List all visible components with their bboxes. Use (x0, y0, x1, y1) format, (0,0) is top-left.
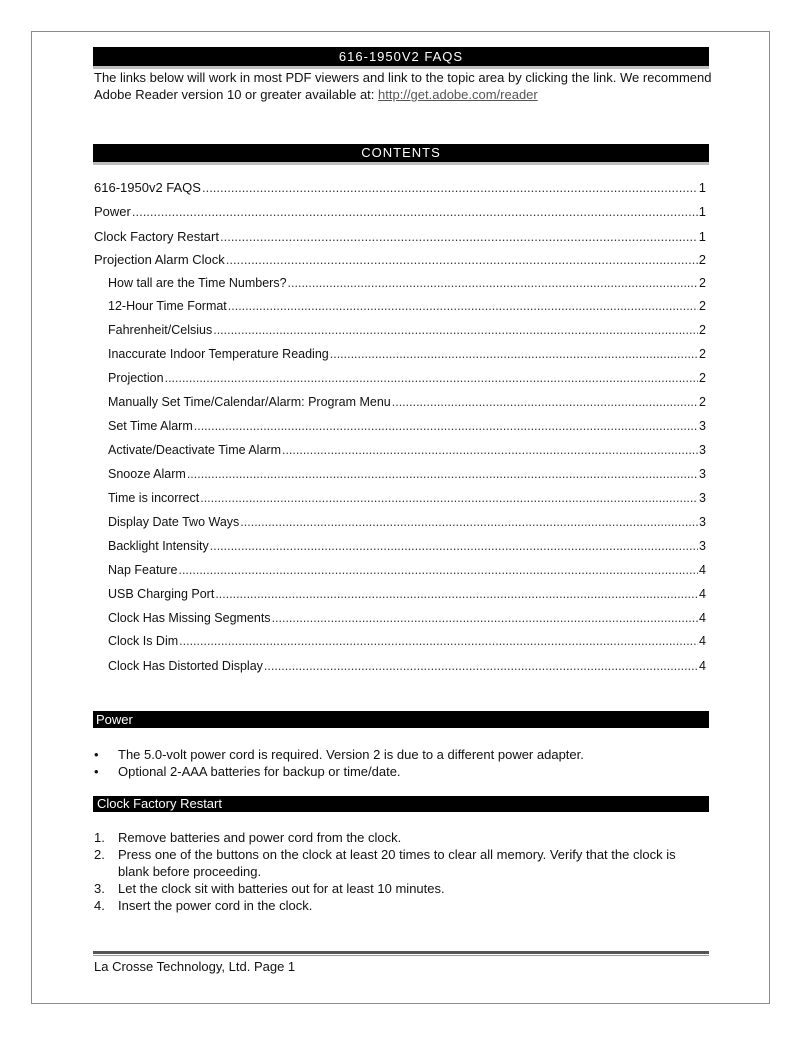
list-item (94, 746, 694, 763)
restart-steps-list (94, 829, 694, 914)
restart-section-title: Clock Factory Restart (97, 796, 222, 811)
toc-entry-page: 3 (699, 491, 706, 505)
list-item (94, 763, 694, 780)
toc-entry-page: 4 (699, 659, 706, 673)
toc-entry-page: 2 (699, 323, 706, 337)
toc-entry-label: Backlight Intensity (108, 539, 209, 553)
toc-leader-dots (194, 419, 698, 433)
intro-text: The links below will work in most PDF viewers and link to the topic area by clicking the link. We recommend Adobe Reader version 10 or greater available at: (94, 70, 712, 102)
toc-leader-dots (226, 252, 698, 267)
toc-entry[interactable] (108, 323, 706, 341)
toc-leader-dots (215, 587, 698, 601)
toc-leader-dots (288, 276, 699, 290)
toc-entry[interactable] (108, 419, 706, 437)
toc-entry-label: Inaccurate Indoor Temperature Reading (108, 347, 329, 361)
list-item (94, 829, 694, 846)
contents-title: CONTENTS (361, 145, 441, 160)
toc-entry-page: 1 (698, 180, 706, 195)
toc-leader-dots (210, 539, 698, 553)
toc-entry-page: 2 (699, 276, 706, 290)
step-text: Remove batteries and power cord from the clock. (118, 830, 402, 845)
step-number: 2. (94, 847, 105, 862)
toc-entry-page: 4 (699, 563, 706, 577)
toc-entry-label: Fahrenheit/Celsius (108, 323, 213, 337)
toc-entry-page: 2 (699, 395, 706, 409)
footer-rule (93, 951, 709, 954)
toc-entry[interactable] (108, 371, 706, 389)
step-number: 4. (94, 898, 105, 913)
contents-title-bar (93, 144, 709, 162)
toc-leader-dots (200, 491, 698, 505)
toc-entry-label: Clock Has Distorted Display (108, 659, 263, 673)
toc-entry-page: 3 (699, 419, 706, 433)
toc-entry-label: Activate/Deactivate Time Alarm (108, 443, 281, 457)
toc-entry-page: 1 (698, 229, 706, 244)
toc-entry-label: Manually Set Time/Calendar/Alarm: Program Menu (108, 395, 391, 409)
toc-entry[interactable] (108, 659, 706, 677)
toc-entry-page: 3 (699, 515, 706, 529)
toc-leader-dots (228, 299, 698, 313)
toc-leader-dots (165, 371, 698, 385)
toc-entry-label: Clock Is Dim (108, 634, 179, 648)
step-number: 3. (94, 881, 105, 896)
toc-entry-label: Set Time Alarm (108, 419, 193, 433)
toc-entry-label: Power (94, 204, 131, 219)
power-bullet-text: The 5.0-volt power cord is required. Version 2 is due to a different power adapter. (118, 747, 584, 762)
toc-leader-dots (220, 229, 698, 244)
toc-entry[interactable] (94, 229, 706, 247)
toc-entry[interactable] (108, 563, 706, 581)
list-item (94, 897, 694, 914)
power-section-title: Power (96, 712, 133, 727)
toc-leader-dots (272, 611, 698, 625)
toc-entry-label: Projection (108, 371, 164, 385)
toc-entry[interactable] (94, 180, 706, 198)
step-number: 1. (94, 830, 105, 845)
footer-rule-thin (93, 955, 709, 956)
adobe-reader-link[interactable]: http://get.adobe.com/reader (378, 87, 538, 102)
restart-section-bar (93, 796, 709, 812)
power-bullet-text: Optional 2-AAA batteries for backup or time/date. (118, 764, 401, 779)
toc-entry-page: 3 (699, 443, 706, 457)
toc-entry-label: Snooze Alarm (108, 467, 186, 481)
step-text: Insert the power cord in the clock. (118, 898, 313, 913)
toc-entry[interactable] (94, 252, 706, 270)
toc-leader-dots (240, 515, 698, 529)
toc-leader-dots (187, 467, 698, 481)
toc-leader-dots (132, 204, 698, 219)
toc-entry[interactable] (108, 467, 706, 485)
step-text: Let the clock sit with batteries out for at least 10 minutes. (118, 881, 445, 896)
toc-entry[interactable] (94, 204, 706, 222)
toc-entry[interactable] (108, 587, 706, 605)
toc-entry-page: 4 (699, 587, 706, 601)
list-item (94, 846, 694, 880)
toc-entry[interactable] (108, 515, 706, 533)
document-title: 616-1950V2 FAQS (338, 49, 464, 64)
list-item (94, 880, 694, 897)
footer-text: La Crosse Technology, Ltd. Page 1 (94, 959, 296, 974)
step-text: Press one of the buttons on the clock at least 20 times to clear all memory. Verify that the clock is blank before proceeding. (118, 847, 676, 879)
toc-entry-page: 3 (699, 539, 706, 553)
toc-entry-label: Time is incorrect (108, 491, 200, 505)
toc-leader-dots (213, 323, 698, 337)
toc-entry-label: Display Date Two Ways (108, 515, 240, 529)
toc-entry-label: 616-1950v2 FAQS (94, 180, 201, 195)
toc-entry[interactable] (108, 395, 706, 413)
toc-entry-label: How tall are the Time Numbers? (108, 276, 287, 290)
toc-leader-dots (179, 634, 698, 648)
toc-entry-label: Clock Factory Restart (94, 229, 219, 244)
toc-leader-dots (202, 180, 698, 195)
toc-leader-dots (282, 443, 698, 457)
toc-entry-page: 1 (698, 204, 706, 219)
power-section-bar (93, 711, 709, 728)
toc-entry[interactable] (108, 276, 706, 294)
toc-entry-label: Clock Has Missing Segments (108, 611, 271, 625)
toc-entry[interactable] (108, 634, 706, 652)
toc-entry-label: Nap Feature (108, 563, 178, 577)
toc-leader-dots (178, 563, 698, 577)
toc-leader-dots (392, 395, 698, 409)
toc-entry-page: 2 (699, 299, 706, 313)
toc-entry[interactable] (108, 299, 706, 317)
toc-entry-label: 12-Hour Time Format (108, 299, 227, 313)
toc-leader-dots (330, 347, 698, 361)
toc-entry[interactable] (108, 443, 706, 461)
toc-entry[interactable] (108, 611, 706, 629)
document-title-bar (93, 47, 709, 66)
toc-entry-page: 2 (698, 252, 706, 267)
toc-entry-label: USB Charging Port (108, 587, 215, 601)
toc-entry-page: 2 (699, 347, 706, 361)
toc-entry[interactable] (108, 347, 706, 365)
intro-paragraph (94, 69, 714, 103)
toc-entry-page: 4 (699, 611, 706, 625)
toc-entry-page: 2 (699, 371, 706, 385)
toc-entry-page: 4 (699, 634, 706, 648)
toc-entry-page: 3 (699, 467, 706, 481)
toc-entry[interactable] (108, 491, 706, 509)
toc-leader-dots (264, 659, 698, 673)
power-bullet-list (94, 746, 694, 780)
toc-entry-label: Projection Alarm Clock (94, 252, 225, 267)
toc-entry[interactable] (108, 539, 706, 557)
contents-bar-shadow (93, 162, 709, 165)
